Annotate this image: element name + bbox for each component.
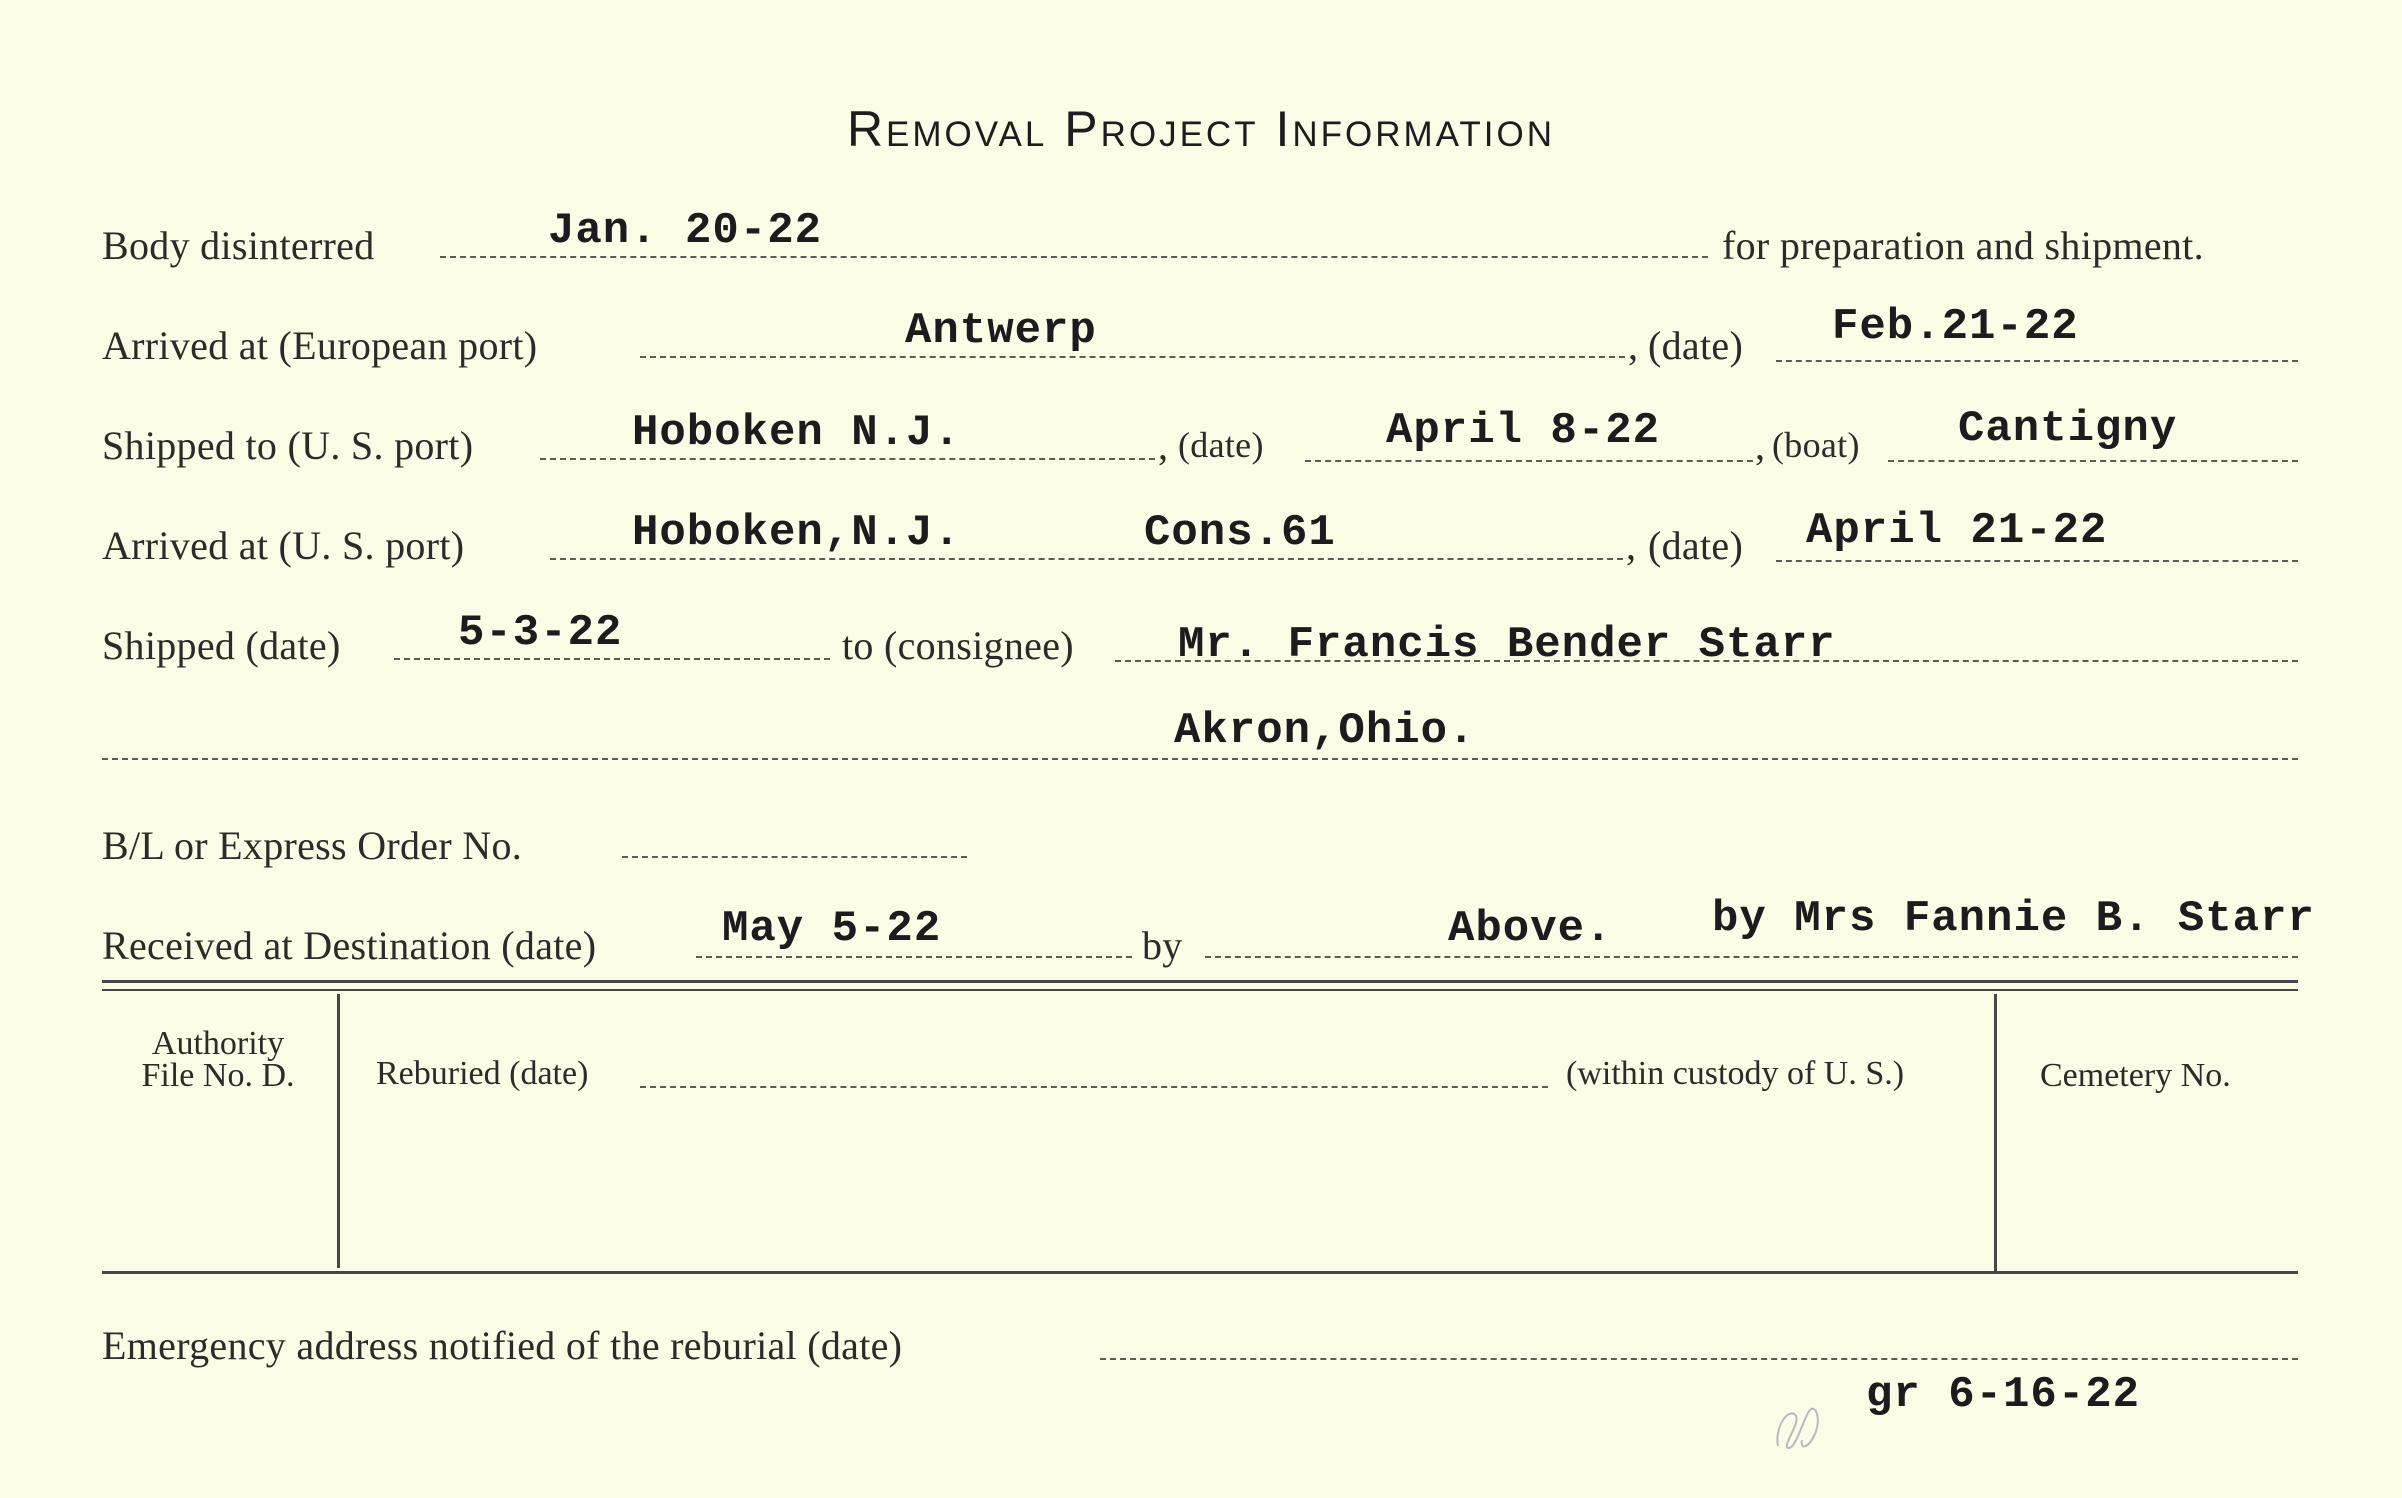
us-port-shipped-date-line bbox=[1305, 460, 1753, 462]
authority-label-1: Authority bbox=[151, 1025, 285, 1062]
disinterred-value: Jan. 20-22 bbox=[548, 206, 823, 256]
us-port-arrived-value: Hoboken,N.J. bbox=[632, 508, 961, 558]
shipped-date-value: 5-3-22 bbox=[458, 608, 623, 658]
us-port-shipped-date-label: (date) bbox=[1178, 425, 1264, 465]
us-port-arrived-date: April 21-22 bbox=[1806, 506, 2108, 556]
consignee-address: Akron,Ohio. bbox=[1174, 706, 1476, 756]
us-port-arrived-note: Cons.61 bbox=[1144, 508, 1336, 558]
us-port-shipped-comma: , bbox=[1158, 423, 1169, 468]
european-port-line bbox=[640, 356, 1625, 358]
shipped-date-line bbox=[394, 658, 830, 660]
bl-line bbox=[622, 856, 967, 858]
received-by-value: Above. bbox=[1448, 904, 1613, 954]
european-port-comma: , bbox=[1628, 323, 1639, 368]
us-port-shipped-date: April 8-22 bbox=[1386, 406, 1661, 456]
emergency-line bbox=[1100, 1358, 2298, 1360]
received-by-note: by Mrs Fannie B. Starr bbox=[1712, 894, 2315, 944]
reburied-label: Reburied (date) bbox=[376, 1055, 589, 1092]
consignee-address-line bbox=[102, 758, 2298, 760]
received-by-label: by bbox=[1142, 923, 1183, 968]
emergency-label: Emergency address notified of the reburial (date) bbox=[102, 1323, 903, 1368]
disinterred-line bbox=[440, 256, 1708, 258]
boat-line bbox=[1888, 460, 2298, 462]
column-divider-left bbox=[337, 994, 340, 1268]
handwritten-initials bbox=[1770, 1396, 1830, 1456]
boat-comma: , bbox=[1755, 423, 1766, 468]
bl-label: B/L or Express Order No. bbox=[102, 823, 523, 868]
european-port-date-line bbox=[1776, 360, 2298, 362]
disinterred-label: Body disinterred bbox=[102, 223, 375, 268]
reburied-line bbox=[640, 1086, 1548, 1088]
us-port-shipped-label: Shipped to (U. S. port) bbox=[102, 423, 474, 468]
shipped-date-label: Shipped (date) bbox=[102, 623, 341, 668]
received-label: Received at Destination (date) bbox=[102, 923, 597, 968]
boat-label: (boat) bbox=[1772, 425, 1860, 465]
consignee-label: to (consignee) bbox=[842, 623, 1074, 668]
us-port-shipped-value: Hoboken N.J. bbox=[632, 408, 961, 458]
consignee-name: Mr. Francis Bender Starr bbox=[1178, 620, 1836, 670]
us-port-arrived-comma: , bbox=[1626, 523, 1637, 568]
authority-label-2: File No. D. bbox=[141, 1057, 295, 1094]
footer-stamp: gr 6-16-22 bbox=[1866, 1370, 2141, 1420]
received-date: May 5-22 bbox=[722, 904, 942, 954]
european-port-date: Feb.21-22 bbox=[1832, 302, 2079, 352]
table-top-rule-inner bbox=[102, 989, 2298, 991]
us-port-arrived-date-label: (date) bbox=[1648, 523, 1744, 568]
european-port-label: Arrived at (European port) bbox=[102, 323, 538, 368]
column-divider-right bbox=[1994, 994, 1997, 1272]
us-port-arrived-label: Arrived at (U. S. port) bbox=[102, 523, 465, 568]
received-date-line bbox=[696, 956, 1132, 958]
received-by-line bbox=[1205, 956, 2298, 958]
european-port-value: Antwerp bbox=[905, 306, 1097, 356]
custody-label: (within custody of U. S.) bbox=[1566, 1055, 1905, 1092]
disinterred-suffix: for preparation and shipment. bbox=[1722, 223, 2204, 268]
card-title: Removal Project Information bbox=[846, 101, 1556, 157]
cemetery-label: Cemetery No. bbox=[2040, 1057, 2231, 1094]
us-port-arrived-date-line bbox=[1776, 560, 2298, 562]
boat-value: Cantigny bbox=[1958, 404, 2178, 454]
table-bottom-rule bbox=[102, 1271, 2298, 1274]
us-port-shipped-line bbox=[540, 458, 1155, 460]
us-port-arrived-line bbox=[550, 558, 1623, 560]
european-port-date-label: (date) bbox=[1648, 323, 1744, 368]
table-top-rule bbox=[102, 980, 2298, 983]
